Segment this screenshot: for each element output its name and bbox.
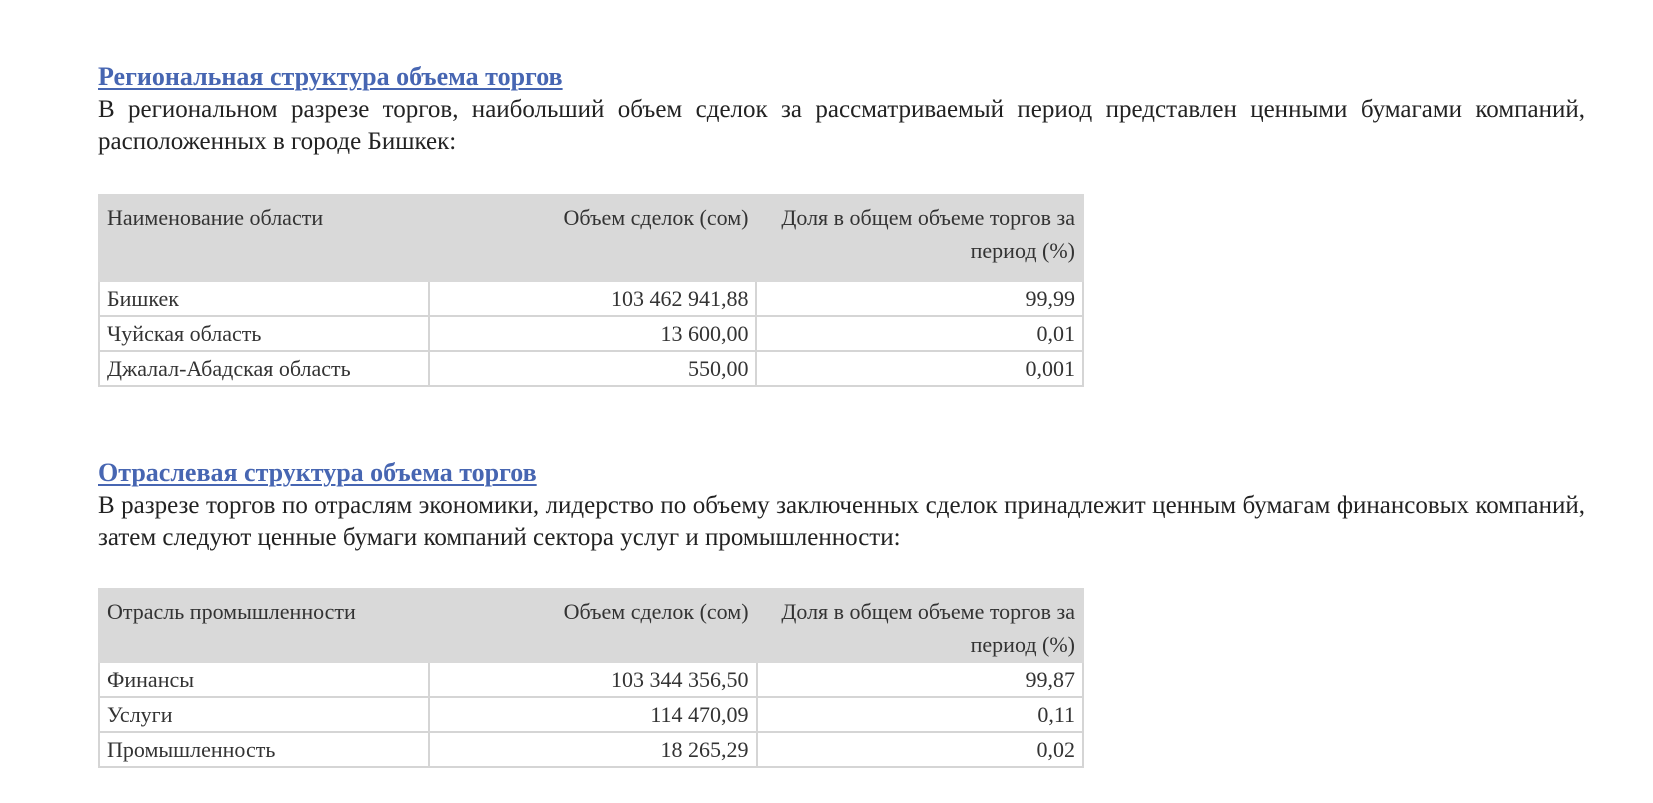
region-name-cell: Джалал-Абадская область [99, 351, 429, 386]
column-header-region: Наименование области [99, 195, 429, 281]
column-header-volume: Объем сделок (сом) [429, 195, 757, 281]
regional-paragraph: В региональном разрезе торгов, наибольший объем сделок за рассматриваемый период представлен ценными бумагами компаний, расположенных в городе Бишкек: [98, 96, 1585, 155]
region-name-cell: Чуйская область [99, 316, 429, 351]
regional-heading: Региональная структура объема торгов [98, 62, 563, 91]
sector-table [98, 588, 1084, 768]
table-row [99, 662, 1083, 697]
sector-name-cell: Промышленность [99, 732, 429, 767]
share-cell: 99,99 [756, 281, 1083, 316]
sector-name-cell: Финансы [99, 662, 429, 697]
table-row [99, 351, 1083, 386]
column-header-share: Доля в общем объеме торгов за период (%) [757, 589, 1083, 662]
sector-section [98, 458, 1585, 762]
volume-cell: 550,00 [429, 351, 757, 386]
table-row [99, 316, 1083, 351]
column-header-volume: Объем сделок (сом) [429, 589, 756, 662]
volume-cell: 13 600,00 [429, 316, 757, 351]
volume-cell: 103 344 356,50 [429, 662, 756, 697]
volume-cell: 18 265,29 [429, 732, 756, 767]
volume-cell: 114 470,09 [429, 697, 756, 732]
share-cell: 0,01 [756, 316, 1083, 351]
share-cell: 99,87 [757, 662, 1083, 697]
sector-heading: Отраслевая структура объема торгов [98, 458, 537, 487]
sector-name-cell: Услуги [99, 697, 429, 732]
table-header-row [99, 195, 1083, 281]
table-row [99, 732, 1083, 767]
table-row [99, 281, 1083, 316]
share-cell: 0,001 [756, 351, 1083, 386]
regional-section [98, 62, 1585, 381]
share-cell: 0,02 [757, 732, 1083, 767]
regional-table [98, 194, 1084, 387]
region-name-cell: Бишкек [99, 281, 429, 316]
share-cell: 0,11 [757, 697, 1083, 732]
table-row [99, 697, 1083, 732]
volume-cell: 103 462 941,88 [429, 281, 757, 316]
column-header-share: Доля в общем объеме торгов за период (%) [756, 195, 1083, 281]
sector-paragraph: В разрезе торгов по отраслям экономики, лидерство по объему заключенных сделок принадлежит ценным бумагам финансовых компаний, затем следуют ценные бумаги компаний сектора услуг и промышленности: [98, 492, 1585, 551]
column-header-sector: Отрасль промышленности [99, 589, 429, 662]
table-header-row [99, 589, 1083, 662]
